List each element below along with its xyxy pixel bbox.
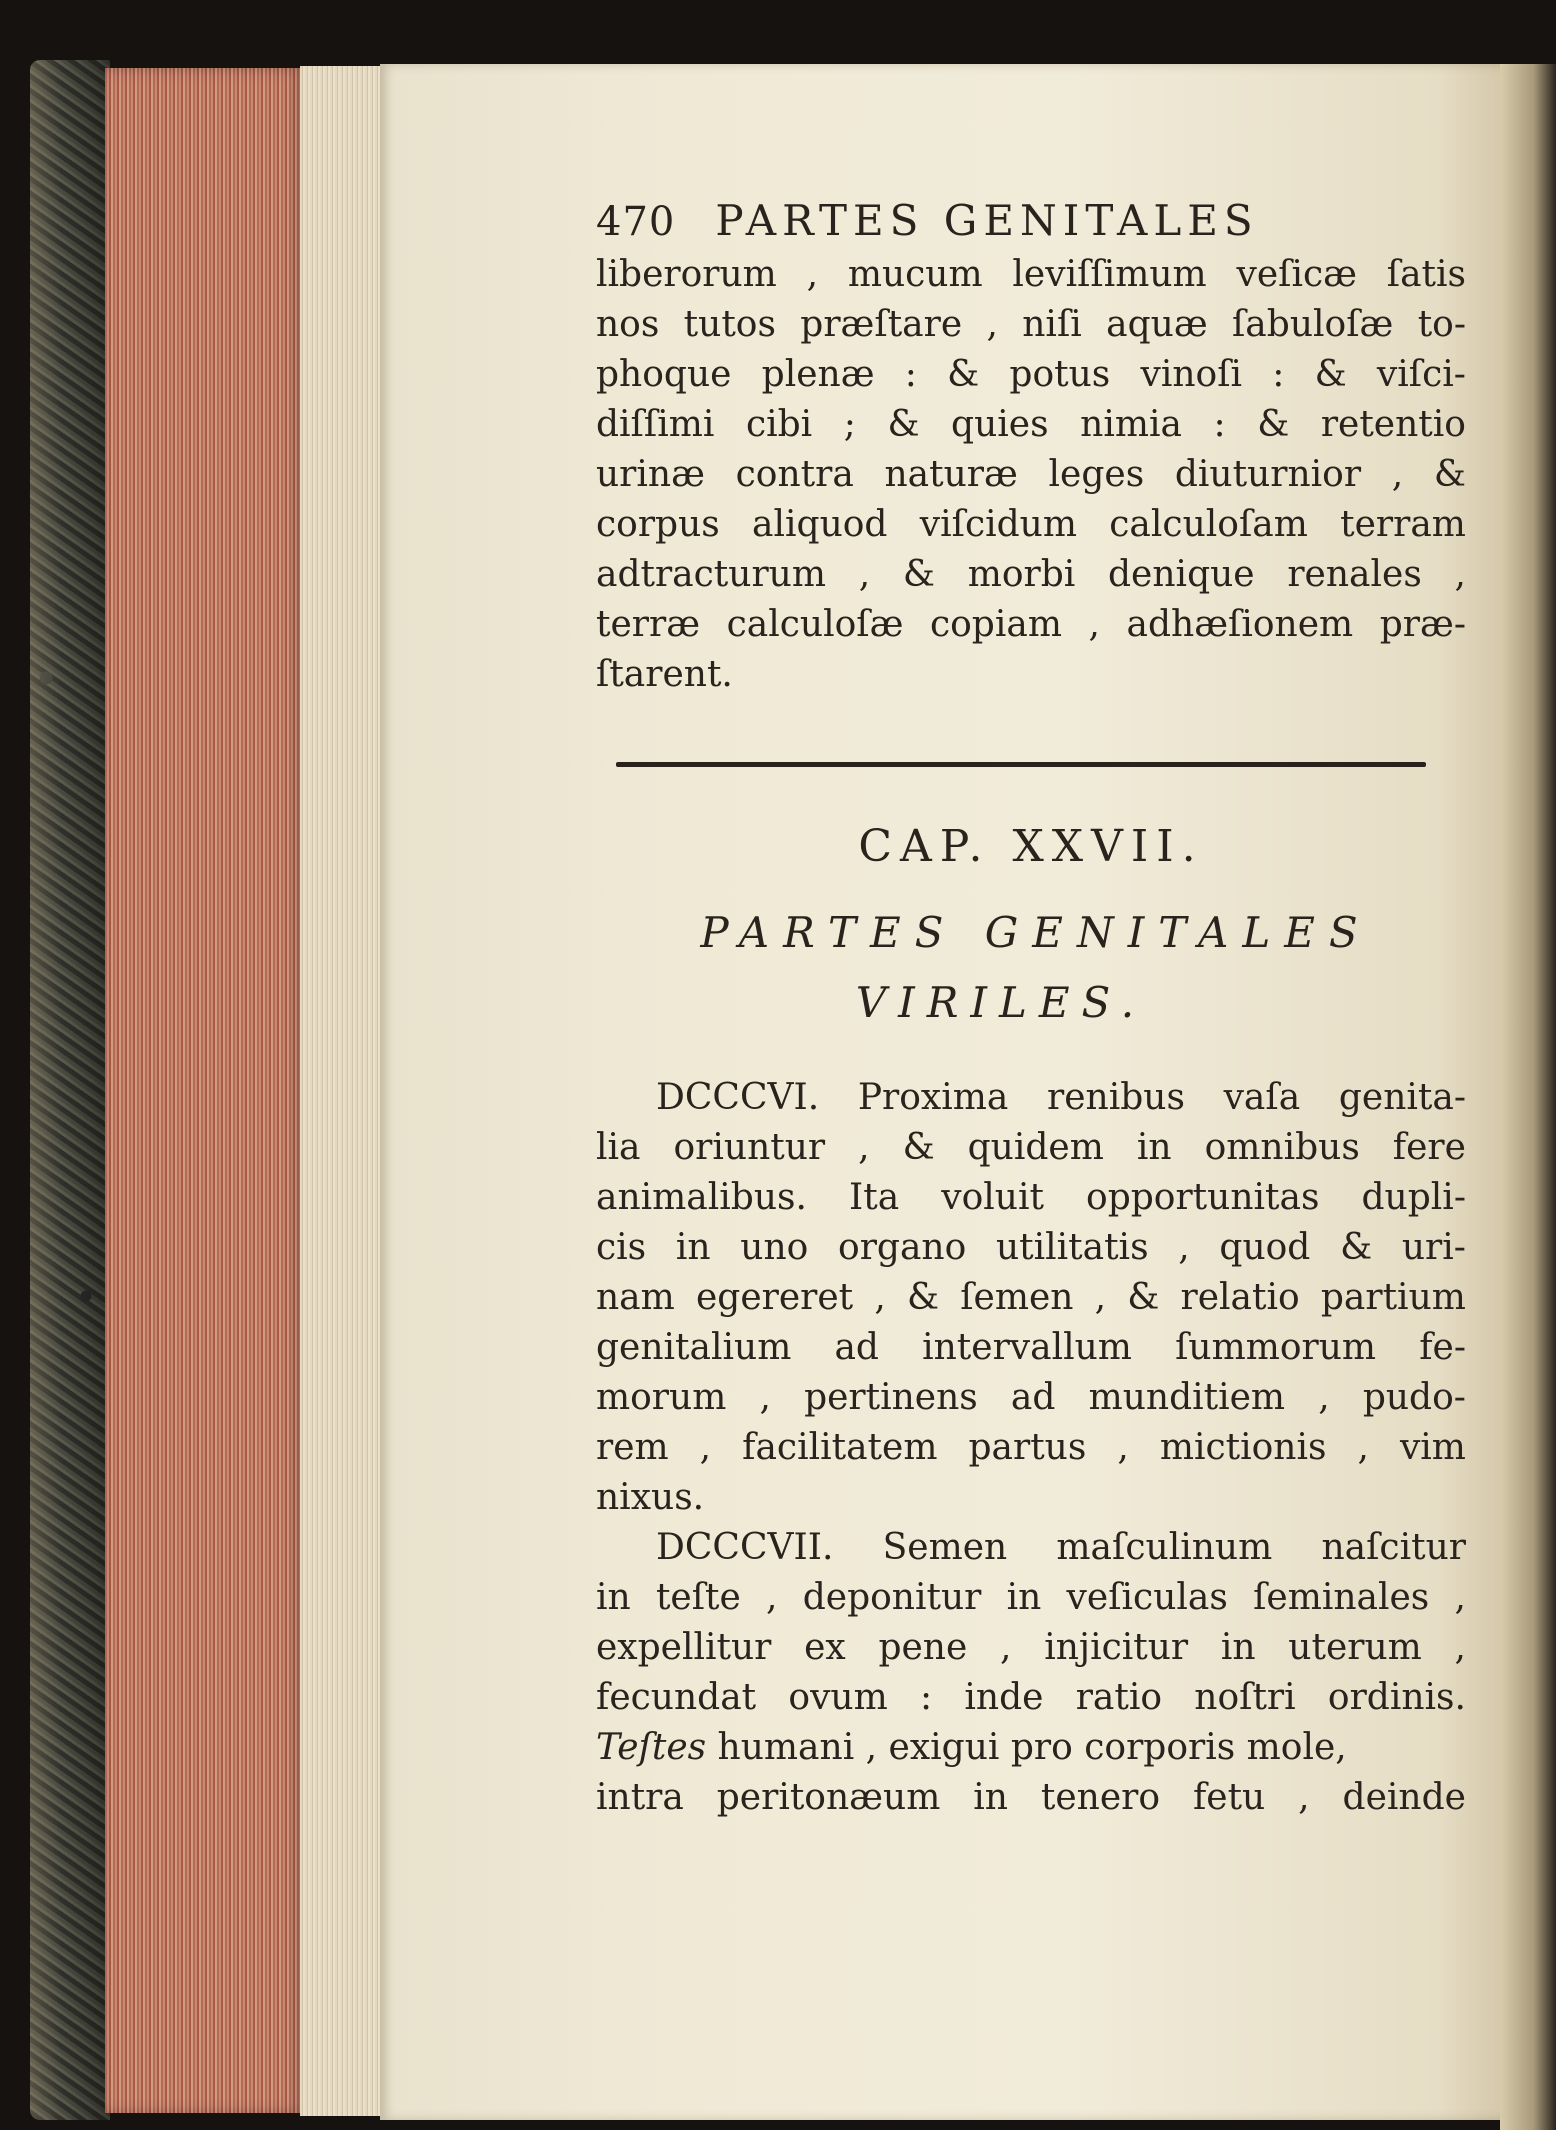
chapter-number: CAP. XXVII. bbox=[858, 821, 1204, 872]
text-line: fecundat ovum : inde ratio noſtri ordinis. bbox=[596, 1677, 1466, 1718]
text-line: morum , pertinens ad munditiem , pudo- bbox=[596, 1377, 1466, 1418]
text-line: nixus. bbox=[596, 1477, 705, 1518]
text-line: cis in uno organo utilitatis , quod & uri- bbox=[596, 1227, 1466, 1268]
chapter-title-line1: PARTES GENITALES bbox=[700, 908, 1372, 957]
text-line: corpus aliquod viſcidum calculoſam terram bbox=[596, 504, 1466, 545]
text-line: urinæ contra naturæ leges diuturnior , & bbox=[596, 454, 1466, 495]
text-line: DCCCVII. Semen maſculinum naſcitur bbox=[656, 1527, 1466, 1568]
top-paragraph bbox=[596, 250, 1466, 700]
text-line-with-italic bbox=[596, 1723, 1466, 1773]
text-span: humani , exigui pro corporis mole, bbox=[717, 1727, 1347, 1768]
text-line: diſſimi cibi ; & quies nimia : & retentio bbox=[596, 404, 1466, 445]
page-gutter-right bbox=[1500, 64, 1556, 2130]
text-line: nos tutos præſtare , niſi aquæ ſabuloſæ to- bbox=[596, 304, 1466, 345]
cover-shading bbox=[30, 60, 110, 2120]
paragraph-806 bbox=[596, 1073, 1466, 1523]
chapter-rule bbox=[616, 762, 1426, 767]
text-line: lia oriuntur , & quidem in omnibus fere bbox=[596, 1127, 1466, 1168]
italic-word: Teſtes bbox=[596, 1727, 707, 1768]
running-head bbox=[596, 196, 1466, 250]
page-edges-light bbox=[300, 66, 380, 2116]
page-number: 470 bbox=[596, 199, 676, 245]
chapter-title-line2: VIRILES. bbox=[855, 978, 1147, 1027]
text-line: DCCCVI. Proxima renibus vaſa genita- bbox=[656, 1077, 1466, 1118]
text-line: intra peritonæum in tenero fetu , deinde bbox=[596, 1777, 1466, 1818]
paragraph-807 bbox=[596, 1523, 1466, 1823]
text-line: in teſte , deponitur in veſiculas ſeminales , bbox=[596, 1577, 1466, 1618]
text-line: expellitur ex pene , injicitur in uterum , bbox=[596, 1627, 1466, 1668]
text-line: animalibus. Ita voluit opportunitas dupli- bbox=[596, 1177, 1466, 1218]
text-line: rem , facilitatem partus , mictionis , vim bbox=[596, 1427, 1466, 1468]
running-head-title: PARTES GENITALES bbox=[715, 196, 1259, 245]
text-line: adtracturum , & morbi denique renales , bbox=[596, 554, 1466, 595]
text-line: phoque plenæ : & potus vinoſi : & viſci- bbox=[596, 354, 1466, 395]
text-line: ſtarent. bbox=[596, 654, 733, 695]
text-line: liberorum , mucum leviſſimum veſicæ ſatis bbox=[596, 254, 1466, 295]
text-line: genitalium ad intervallum ſummorum fe- bbox=[596, 1327, 1466, 1368]
page-edges-red bbox=[105, 68, 305, 2113]
text-line: nam egereret , & ſemen , & relatio partium bbox=[596, 1277, 1466, 1318]
text-line: terræ calculoſæ copiam , adhæſionem præ- bbox=[596, 604, 1466, 645]
page-text bbox=[596, 196, 1466, 1823]
